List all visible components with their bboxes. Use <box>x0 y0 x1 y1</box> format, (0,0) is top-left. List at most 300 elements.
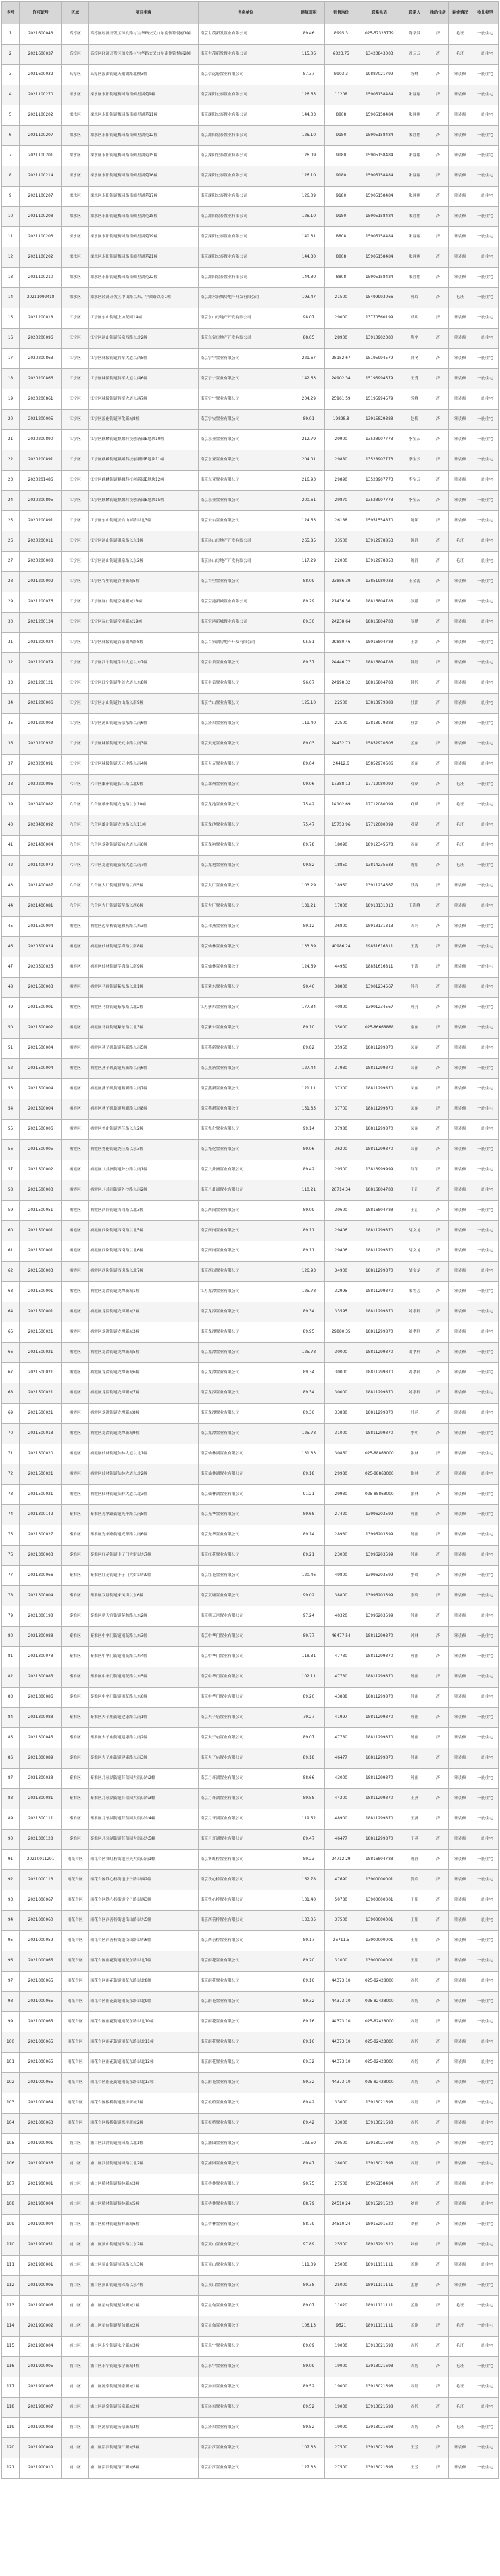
row-number-cell: 78 <box>2 1586 20 1606</box>
floor-area-cell: 89.58 <box>293 1789 325 1809</box>
project-address-cell: 浦口区桥林街道桥林新城3幢 <box>89 2174 199 2195</box>
promotion-flag-cell: 否 <box>428 207 448 227</box>
avg-price-cell: 49800 <box>325 1566 357 1586</box>
contact-phone-cell: 025-88868000 <box>357 1464 401 1485</box>
floor-area-cell: 89.23 <box>293 1850 325 1870</box>
floor-area-cell: 89.09 <box>293 2357 325 2377</box>
row-number-cell: 116 <box>2 2357 20 2377</box>
contact-phone-cell: 13996203599 <box>357 1566 401 1586</box>
promotion-flag-cell: 否 <box>428 2316 448 2337</box>
property-type-cell: 一般住宅 <box>472 207 498 227</box>
project-address-cell: 栖霞区燕子矶街道燕新路以南5幢 <box>89 1039 199 1059</box>
district-cell: 江宁区 <box>62 369 89 389</box>
row-number-cell: 88 <box>2 1789 20 1809</box>
permit-number-cell: 2021400079 <box>20 856 62 876</box>
contact-phone-cell: 18915291520 <box>357 2215 401 2235</box>
permit-number-cell: 2021500004 <box>20 917 62 937</box>
property-type-cell: 一般住宅 <box>472 1728 498 1748</box>
decoration-status-cell: 精装修 <box>448 694 472 714</box>
permit-number-cell: 2021100208 <box>20 207 62 227</box>
table-row <box>2 1383 499 1404</box>
avg-price-cell: 19000 <box>325 2398 357 2418</box>
permit-number-cell: 2021500005 <box>20 1140 62 1160</box>
permit-number-cell: 2021300142 <box>20 1505 62 1525</box>
property-type-cell: 一般住宅 <box>472 2256 498 2276</box>
seller-company-cell: 南京燕新置业有限公司 <box>199 1059 293 1079</box>
district-cell: 雨花台区 <box>62 2073 89 2093</box>
district-cell: 江宁区 <box>62 633 89 653</box>
permit-number-cell: 2021000065 <box>20 2012 62 2032</box>
seller-company-cell: 南京双塘置业有限公司 <box>199 1586 293 1606</box>
district-cell: 溧水区 <box>62 207 89 227</box>
promotion-flag-cell: 否 <box>428 329 448 349</box>
decoration-status-cell: 精装修 <box>448 2053 472 2073</box>
district-cell: 栖霞区 <box>62 1322 89 1343</box>
district-cell: 秦淮区 <box>62 1708 89 1728</box>
row-number-cell: 113 <box>2 2296 20 2316</box>
permit-number-cell: 2021300088 <box>20 1708 62 1728</box>
decoration-status-cell: 精装修 <box>448 187 472 207</box>
project-address-cell: 雨花台区铁心桥街道宁丹路以西2幢 <box>89 1870 199 1890</box>
decoration-status-cell: 精装修 <box>448 755 472 775</box>
promotion-flag-cell: 否 <box>428 734 448 755</box>
avg-price-cell: 14102.69 <box>325 795 357 815</box>
property-type-cell: 一般住宅 <box>472 1627 498 1647</box>
table-row <box>2 2438 499 2458</box>
contact-phone-cell: 13770560199 <box>357 308 401 329</box>
property-type-cell: 一般住宅 <box>472 572 498 592</box>
project-address-cell: 溧水区永阳街道梅园路南侧星湖苑21幢 <box>89 247 199 268</box>
project-address-cell: 栖霞区龙潭街道龙潭新城5幢 <box>89 1343 199 1363</box>
property-type-cell: 一般住宅 <box>472 2032 498 2053</box>
permit-number-cell: 2021000063 <box>20 2114 62 2134</box>
promotion-flag-cell: 否 <box>428 1444 448 1464</box>
permit-number-cell: 2021900001 <box>20 2174 62 2195</box>
header-cell: 推动住房 <box>428 2 448 24</box>
table-row <box>2 775 499 795</box>
contact-person-cell: 周云云 <box>401 45 428 65</box>
avg-price-cell: 44200 <box>325 1789 357 1809</box>
project-address-cell: 栖霞区仙林街道仙林大道以北2幢 <box>89 1464 199 1485</box>
permit-number-cell: 2021500051 <box>20 1201 62 1221</box>
row-number-cell: 92 <box>2 1870 20 1890</box>
district-cell: 秦淮区 <box>62 1748 89 1769</box>
floor-area-cell: 88.66 <box>293 1769 325 1789</box>
contact-phone-cell: 13913021698 <box>357 2134 401 2154</box>
promotion-flag-cell: 否 <box>428 2073 448 2093</box>
project-address-cell: 栖霞区迈皋桥街道和燕路以东3幢 <box>89 917 199 937</box>
floor-area-cell: 97.24 <box>293 1606 325 1627</box>
district-cell: 雨花台区 <box>62 2093 89 2114</box>
avg-price-cell: 29000 <box>325 308 357 329</box>
seller-company-cell: 南京龙池置业有限公司 <box>199 795 293 815</box>
row-number-cell: 84 <box>2 1708 20 1728</box>
district-cell: 秦淮区 <box>62 1586 89 1606</box>
promotion-flag-cell: 否 <box>428 24 448 45</box>
decoration-status-cell: 精装修 <box>448 1302 472 1322</box>
contact-phone-cell: 15951554870 <box>357 511 401 531</box>
contact-person-cell: 孙雨 <box>401 1606 428 1627</box>
contact-person-cell: 孙雨 <box>401 1688 428 1708</box>
seller-company-cell: 南京仙林湖置业有限公司 <box>199 1485 293 1505</box>
promotion-flag-cell: 否 <box>428 876 448 897</box>
project-address-cell: 栖霞区龙潭街道龙潭新城2幢 <box>89 1302 199 1322</box>
table-row <box>2 2215 499 2235</box>
row-number-cell: 58 <box>2 1180 20 1201</box>
seller-company-cell: 南京雄州置业有限公司 <box>199 775 293 795</box>
contact-person-cell: 孟刚 <box>401 2256 428 2276</box>
project-address-cell: 栖霞区西岗街道西岗路以北5幢 <box>89 1221 199 1241</box>
seller-company-cell: 南京东亚置业有限公司 <box>199 471 293 491</box>
contact-person-cell: 周婷 <box>401 2134 428 2154</box>
floor-area-cell: 89.04 <box>293 755 325 775</box>
floor-area-cell: 89.03 <box>293 734 325 755</box>
promotion-flag-cell: 否 <box>428 2357 448 2377</box>
decoration-status-cell: 精装修 <box>448 349 472 369</box>
floor-area-cell: 89.07 <box>293 1728 325 1748</box>
district-cell: 江宁区 <box>62 511 89 531</box>
avg-price-cell: 29870 <box>325 491 357 511</box>
row-number-cell: 118 <box>2 2398 20 2418</box>
project-address-cell: 雨花台区雨花街道雨花东路以北9幢 <box>89 1992 199 2012</box>
permit-number-cell: 2021200005 <box>20 410 62 430</box>
property-type-cell: 一般住宅 <box>472 1059 498 1079</box>
promotion-flag-cell: 否 <box>428 2032 448 2053</box>
property-type-cell: 一般住宅 <box>472 1890 498 1911</box>
contact-person-cell: 李宝云 <box>401 471 428 491</box>
district-cell: 栖霞区 <box>62 917 89 937</box>
floor-area-cell: 193.47 <box>293 288 325 308</box>
contact-person-cell: 周婷 <box>401 2093 428 2114</box>
floor-area-cell: 89.37 <box>293 653 325 673</box>
contact-phone-cell: 13901234567 <box>357 978 401 998</box>
decoration-status-cell: 精装修 <box>448 166 472 187</box>
contact-person-cell: 胡文龙 <box>401 1241 428 1262</box>
table-row <box>2 2418 499 2438</box>
project-address-cell: 江宁区谷里街道谷里新城5幢 <box>89 572 199 592</box>
contact-person-cell: 周婷 <box>401 2337 428 2357</box>
contact-person-cell: 何军 <box>401 1160 428 1180</box>
seller-company-cell: 南京汤泉置业有限公司 <box>199 714 293 734</box>
floor-area-cell: 99.02 <box>293 1586 325 1606</box>
contact-person-cell: 张林 <box>401 1444 428 1464</box>
promotion-flag-cell: 否 <box>428 2458 448 2479</box>
contact-person-cell: 王燕 <box>401 1809 428 1830</box>
floor-area-cell: 126.09 <box>293 146 325 166</box>
decoration-status-cell: 精装修 <box>448 897 472 917</box>
decoration-status-cell: 精装修 <box>448 937 472 957</box>
seller-company-cell: 南京东谷房地产开发有限公司 <box>199 329 293 349</box>
table-row <box>2 1221 499 1241</box>
decoration-status-cell: 精装修 <box>448 1546 472 1566</box>
row-number-cell: 40 <box>2 815 20 836</box>
row-number-cell: 120 <box>2 2438 20 2458</box>
decoration-status-cell: 精装修 <box>448 126 472 146</box>
floor-area-cell: 89.32 <box>293 1992 325 2012</box>
district-cell: 秦淮区 <box>62 1606 89 1627</box>
contact-person-cell: 孟刚 <box>401 2276 428 2296</box>
table-row <box>2 450 499 471</box>
table-row <box>2 1708 499 1728</box>
property-type-cell: 一般住宅 <box>472 308 498 329</box>
district-cell: 江宁区 <box>62 491 89 511</box>
promotion-flag-cell: 否 <box>428 65 448 85</box>
avg-price-cell: 30000 <box>325 1343 357 1363</box>
permit-number-cell: 2021100210 <box>20 268 62 288</box>
permit-number-cell: 2021500021 <box>20 1363 62 1383</box>
avg-price-cell: 32995 <box>325 1282 357 1302</box>
district-cell: 栖霞区 <box>62 1241 89 1262</box>
district-cell: 浦口区 <box>62 2398 89 2418</box>
project-address-cell: 雨花台区西善桥街道岱山路以东6幢 <box>89 1931 199 1951</box>
floor-area-cell: 89.47 <box>293 1830 325 1850</box>
permit-number-cell: 2021900008 <box>20 2418 62 2438</box>
row-number-cell: 71 <box>2 1444 20 1464</box>
project-address-cell: 栖霞区尧化街道尧佳路以东3幢 <box>89 1140 199 1160</box>
promotion-flag-cell: 否 <box>428 613 448 633</box>
seller-company-cell: 南京桥林置业有限公司 <box>199 2215 293 2235</box>
project-address-cell: 浦口区永宁街道永宁新城3幢 <box>89 2337 199 2357</box>
district-cell: 秦淮区 <box>62 1627 89 1647</box>
seller-company-cell: 南京汤山房地产开发有限公司 <box>199 552 293 572</box>
permit-number-cell: 2020200091 <box>20 755 62 775</box>
district-cell: 雨花台区 <box>62 1850 89 1870</box>
promotion-flag-cell: 否 <box>428 1160 448 1180</box>
floor-area-cell: 89.09 <box>293 1201 325 1221</box>
property-type-cell: 一般住宅 <box>472 1140 498 1160</box>
property-type-cell: 一般住宅 <box>472 1708 498 1728</box>
contact-person-cell: 赵悦 <box>401 410 428 430</box>
row-number-cell: 106 <box>2 2154 20 2174</box>
district-cell: 江宁区 <box>62 552 89 572</box>
decoration-status-cell: 精装修 <box>448 1404 472 1424</box>
promotion-flag-cell: 否 <box>428 471 448 491</box>
district-cell: 雨花台区 <box>62 1931 89 1951</box>
contact-person-cell: 徐峰 <box>401 389 428 410</box>
district-cell: 高淳区 <box>62 45 89 65</box>
table-row <box>2 1647 499 1667</box>
property-type-cell: 一般住宅 <box>472 511 498 531</box>
seller-company-cell: 南京桥林置业有限公司 <box>199 2195 293 2215</box>
district-cell: 栖霞区 <box>62 957 89 978</box>
contact-phone-cell: 13913021698 <box>357 2418 401 2438</box>
floor-area-cell: 204.29 <box>293 389 325 410</box>
decoration-status-cell: 毛坯 <box>448 2316 472 2337</box>
property-type-cell: 一般住宅 <box>472 2134 498 2154</box>
avg-price-cell: 29406 <box>325 1241 357 1262</box>
contact-person-cell: 邓斌 <box>401 815 428 836</box>
promotion-flag-cell: 否 <box>428 1343 448 1363</box>
contact-phone-cell: 13996203599 <box>357 1606 401 1627</box>
table-row <box>2 288 499 308</box>
property-type-cell: 一般住宅 <box>472 1688 498 1708</box>
floor-area-cell: 131.33 <box>293 1444 325 1464</box>
promotion-flag-cell: 否 <box>428 2235 448 2256</box>
decoration-status-cell: 精装修 <box>448 2438 472 2458</box>
permit-number-cell: 2021900036 <box>20 2154 62 2174</box>
row-number-cell: 22 <box>2 450 20 471</box>
floor-area-cell: 89.18 <box>293 1464 325 1485</box>
property-type-cell: 一般住宅 <box>472 1769 498 1789</box>
avg-price-cell: 35000 <box>325 1018 357 1039</box>
decoration-status-cell: 精装修 <box>448 105 472 126</box>
avg-price-cell: 29406 <box>325 1221 357 1241</box>
promotion-flag-cell: 否 <box>428 957 448 978</box>
permit-number-cell: 2021300128 <box>20 1830 62 1850</box>
project-address-cell: 栖霞区龙潭街道龙潭新城3幢 <box>89 1322 199 1343</box>
avg-price-cell: 8808 <box>325 268 357 288</box>
contact-person-cell: 邓斌 <box>401 795 428 815</box>
contact-person-cell: 陶学梦 <box>401 24 428 45</box>
decoration-status-cell: 精装修 <box>448 2154 472 2174</box>
floor-area-cell: 89.07 <box>293 2296 325 2316</box>
avg-price-cell: 6823.75 <box>325 45 357 65</box>
avg-price-cell: 44373.10 <box>325 1972 357 1992</box>
decoration-status-cell: 精装修 <box>448 410 472 430</box>
housing-permit-table <box>1 1 499 2479</box>
contact-person-cell: 周婷 <box>401 2174 428 2195</box>
row-number-cell: 33 <box>2 673 20 694</box>
promotion-flag-cell: 否 <box>428 1180 448 1201</box>
table-row <box>2 329 499 349</box>
decoration-status-cell: 精装修 <box>448 978 472 998</box>
seller-company-cell: 南京沿江置业有限公司 <box>199 2438 293 2458</box>
decoration-status-cell: 精装修 <box>448 1566 472 1586</box>
contact-phone-cell: 025-82428000 <box>357 2032 401 2053</box>
avg-price-cell: 30000 <box>325 1383 357 1404</box>
contact-phone-cell: 18811299870 <box>357 1262 401 1282</box>
project-address-cell: 六合区大厂街道新华路以西5幢 <box>89 876 199 897</box>
decoration-status-cell: 精装修 <box>448 2276 472 2296</box>
seller-company-cell: 南京桥林置业有限公司 <box>199 2174 293 2195</box>
district-cell: 栖霞区 <box>62 1221 89 1241</box>
avg-price-cell: 19000 <box>325 2377 357 2398</box>
property-type-cell: 一般住宅 <box>472 714 498 734</box>
contact-phone-cell: 15905158484 <box>357 146 401 166</box>
contact-person-cell: 朱翔翔 <box>401 85 428 105</box>
district-cell: 江宁区 <box>62 471 89 491</box>
row-number-cell: 12 <box>2 247 20 268</box>
table-row <box>2 65 499 85</box>
promotion-flag-cell: 否 <box>428 268 448 288</box>
project-address-cell: 浦口区顶山街道浦珠路以东2幢 <box>89 2235 199 2256</box>
permit-number-cell: 2021500002 <box>20 1018 62 1039</box>
floor-area-cell: 89.10 <box>293 1018 325 1039</box>
avg-price-cell: 24238.64 <box>325 613 357 633</box>
contact-person-cell: 周婷 <box>401 2154 428 2174</box>
permit-number-cell: 2021300045 <box>20 1728 62 1748</box>
table-row <box>2 2235 499 2256</box>
permit-number-cell: 2021500004 <box>20 1079 62 1099</box>
district-cell: 江宁区 <box>62 430 89 450</box>
floor-area-cell: 89.11 <box>293 1241 325 1262</box>
contact-person-cell: 胡文龙 <box>401 1262 428 1282</box>
district-cell: 秦淮区 <box>62 1525 89 1546</box>
avg-price-cell: 50780 <box>325 1890 357 1911</box>
contact-phone-cell: 18811299870 <box>357 1789 401 1809</box>
table-row <box>2 1688 499 1708</box>
project-address-cell: 浦口区江浦街道浦园路以北1幢 <box>89 2134 199 2154</box>
district-cell: 六合区 <box>62 795 89 815</box>
contact-person-cell: 刘孝科 <box>401 1343 428 1363</box>
avg-price-cell: 40800 <box>325 998 357 1018</box>
promotion-flag-cell: 否 <box>428 1262 448 1282</box>
decoration-status-cell: 精装修 <box>448 1120 472 1140</box>
permit-number-cell: 2020500025 <box>20 957 62 978</box>
property-type-cell: 一般住宅 <box>472 1444 498 1464</box>
seller-company-cell: 南京溧阳宏泰置业有限公司 <box>199 105 293 126</box>
district-cell: 浦口区 <box>62 2195 89 2215</box>
contact-phone-cell: 13814235633 <box>357 856 401 876</box>
avg-price-cell: 33000 <box>325 2114 357 2134</box>
floor-area-cell: 89.30 <box>293 613 325 633</box>
seller-company-cell: 南京雨花置业有限公司 <box>199 2073 293 2093</box>
contact-phone-cell: 18816804788 <box>357 653 401 673</box>
table-row <box>2 2073 499 2093</box>
floor-area-cell: 89.34 <box>293 1363 325 1383</box>
promotion-flag-cell: 否 <box>428 1018 448 1039</box>
contact-phone-cell: 13913021698 <box>357 2093 401 2114</box>
district-cell: 栖霞区 <box>62 1404 89 1424</box>
decoration-status-cell: 精装修 <box>448 998 472 1018</box>
avg-price-cell: 19000 <box>325 2337 357 2357</box>
floor-area-cell: 106.13 <box>293 2316 325 2337</box>
project-address-cell: 栖霞区西岗街道西岗路以北7幢 <box>89 1262 199 1282</box>
seller-company-cell: 南京顶山置业有限公司 <box>199 2235 293 2256</box>
row-number-cell: 13 <box>2 268 20 288</box>
avg-price-cell: 37500 <box>325 1911 357 1931</box>
permit-number-cell: 2021900010 <box>20 2458 62 2479</box>
seller-company-cell: 南京龙池置业有限公司 <box>199 815 293 836</box>
permit-number-cell: 2020201486 <box>20 471 62 491</box>
permit-number-cell: 2021500004 <box>20 1039 62 1059</box>
avg-price-cell: 44373.10 <box>325 2053 357 2073</box>
decoration-status-cell: 精装修 <box>448 1322 472 1343</box>
row-number-cell: 23 <box>2 471 20 491</box>
decoration-status-cell: 精装修 <box>448 2195 472 2215</box>
contact-person-cell: 王娟 <box>401 1890 428 1911</box>
table-row <box>2 1911 499 1931</box>
seller-company-cell: 南京中华门置业有限公司 <box>199 1667 293 1688</box>
table-row <box>2 1363 499 1383</box>
project-address-cell: 雨花台区雨花街道雨花东路以北13幢 <box>89 2073 199 2093</box>
avg-price-cell: 29980 <box>325 1485 357 1505</box>
contact-person-cell: 孙雨 <box>401 1525 428 1546</box>
contact-person-cell: 吴丽 <box>401 1079 428 1099</box>
permit-number-cell: 2021000065 <box>20 2053 62 2073</box>
row-number-cell: 7 <box>2 146 20 166</box>
table-row <box>2 1018 499 1039</box>
property-type-cell: 一般住宅 <box>472 166 498 187</box>
property-type-cell: 一般住宅 <box>472 775 498 795</box>
seller-company-cell: 南京燕新置业有限公司 <box>199 1099 293 1120</box>
permit-number-cell: 2021500003 <box>20 1262 62 1282</box>
district-cell: 浦口区 <box>62 2337 89 2357</box>
floor-area-cell: 89.34 <box>293 1302 325 1322</box>
project-address-cell: 江宁区东山街道竹山路以南9幢 <box>89 694 199 714</box>
contact-person-cell: 武明 <box>401 308 428 329</box>
floor-area-cell: 99.14 <box>293 1120 325 1140</box>
table-row <box>2 1728 499 1748</box>
floor-area-cell: 97.89 <box>293 2235 325 2256</box>
permit-number-cell: 2021900002 <box>20 2316 62 2337</box>
decoration-status-cell: 精装修 <box>448 1809 472 1830</box>
permit-number-cell: 2021900004 <box>20 2215 62 2235</box>
property-type-cell: 一般住宅 <box>472 1464 498 1485</box>
contact-person-cell: 郭宸 <box>401 1870 428 1890</box>
decoration-status-cell: 精装修 <box>448 1667 472 1688</box>
property-type-cell: 一般住宅 <box>472 2316 498 2337</box>
